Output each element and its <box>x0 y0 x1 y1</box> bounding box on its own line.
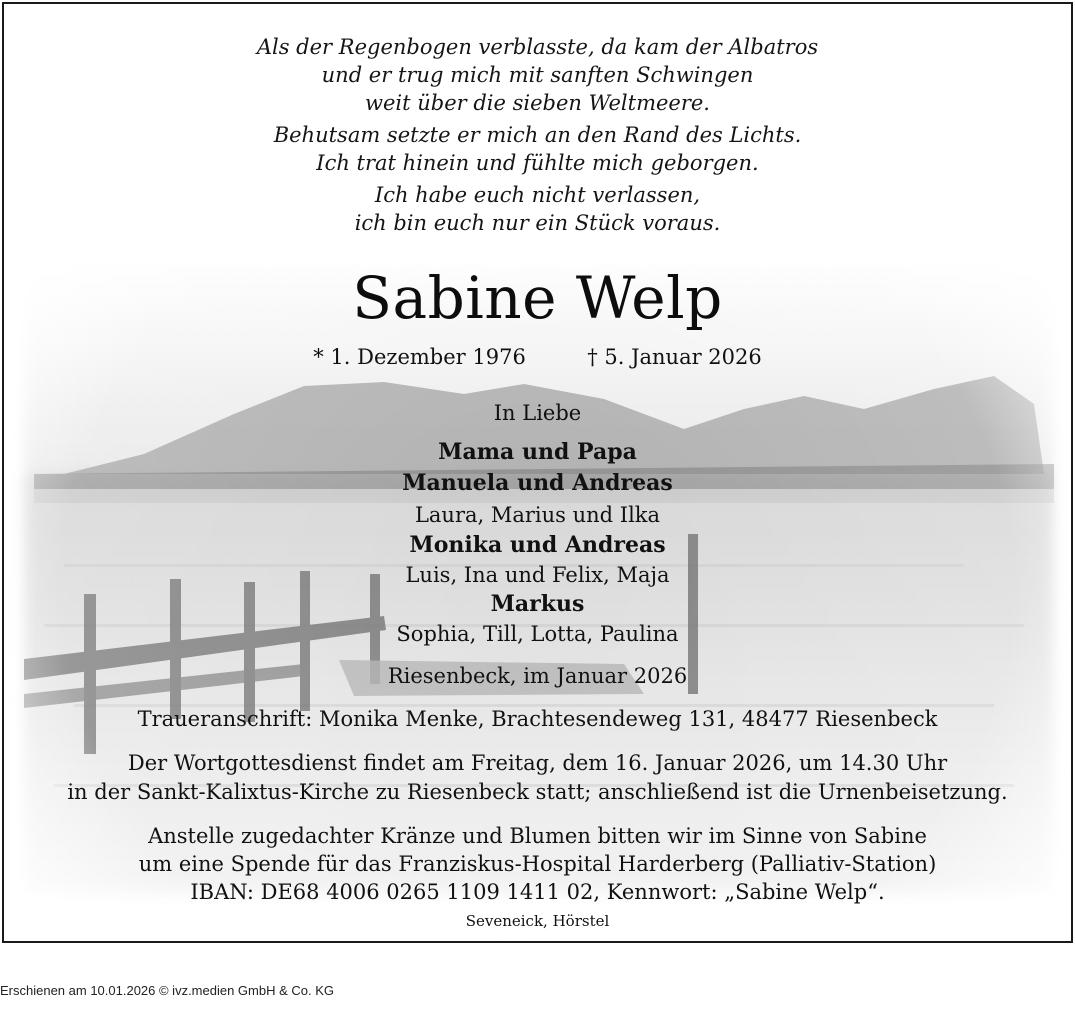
mourner-line: Markus <box>490 591 585 617</box>
mourning-address: Traueranschrift: Monika Menke, Brachtesendeweg 131, 48477 Riesenbeck <box>137 707 938 731</box>
life-dates <box>4 345 1071 369</box>
poem-line-5: Ich trat hinein und fühlte mich geborgen. <box>316 151 759 175</box>
birth-date: * 1. Dezember 1976 <box>313 345 526 369</box>
donation-line-1: Anstelle zugedachter Kränze und Blumen bitten wir im Sinne von Sabine <box>148 824 927 848</box>
deceased-name: Sabine Welp <box>352 264 723 332</box>
mourners-intro: In Liebe <box>493 401 582 425</box>
poem-line-6: Ich habe euch nicht verlassen, <box>374 183 701 207</box>
mourner-line: Monika und Andreas <box>409 532 666 558</box>
mourner-line: Mama und Papa <box>438 439 637 465</box>
place-date: Riesenbeck, im Januar 2026 <box>387 664 688 688</box>
poem-line-1: Als der Regenbogen verblasste, da kam der Albatros <box>256 35 819 59</box>
donation-line-3: IBAN: DE68 4006 0265 1109 1411 02, Kennwort: „Sabine Welp“. <box>190 880 885 904</box>
poem-line-2: und er trug mich mit sanften Schwingen <box>321 63 754 87</box>
poem-line-3: weit über die sieben Weltmeere. <box>365 91 710 115</box>
publication-footer: Erschienen am 10.01.2026 © ivz.medien GmbH & Co. KG <box>0 983 335 998</box>
service-line-1: Der Wortgottesdienst findet am Freitag, dem 16. Januar 2026, um 14.30 Uhr <box>127 751 948 775</box>
obituary-card <box>2 2 1073 943</box>
mourner-line: Sophia, Till, Lotta, Paulina <box>396 622 679 646</box>
poem-line-4: Behutsam setzte er mich an den Rand des Lichts. <box>273 123 802 147</box>
donation-line-2: um eine Spende für das Franziskus-Hospital Harderberg (Palliativ-Station) <box>138 852 937 876</box>
undertaker: Seveneick, Hörstel <box>465 912 610 930</box>
mourner-line: Laura, Marius und Ilka <box>414 503 661 527</box>
service-line-2: in der Sankt-Kalixtus-Kirche zu Riesenbeck statt; anschließend ist die Urnenbeisetzung. <box>67 780 1008 804</box>
poem-line-7: ich bin euch nur ein Stück voraus. <box>354 211 721 235</box>
death-date: † 5. Januar 2026 <box>587 345 762 369</box>
mourner-line: Manuela und Andreas <box>402 470 673 496</box>
mourner-line: Luis, Ina und Felix, Maja <box>405 563 670 587</box>
